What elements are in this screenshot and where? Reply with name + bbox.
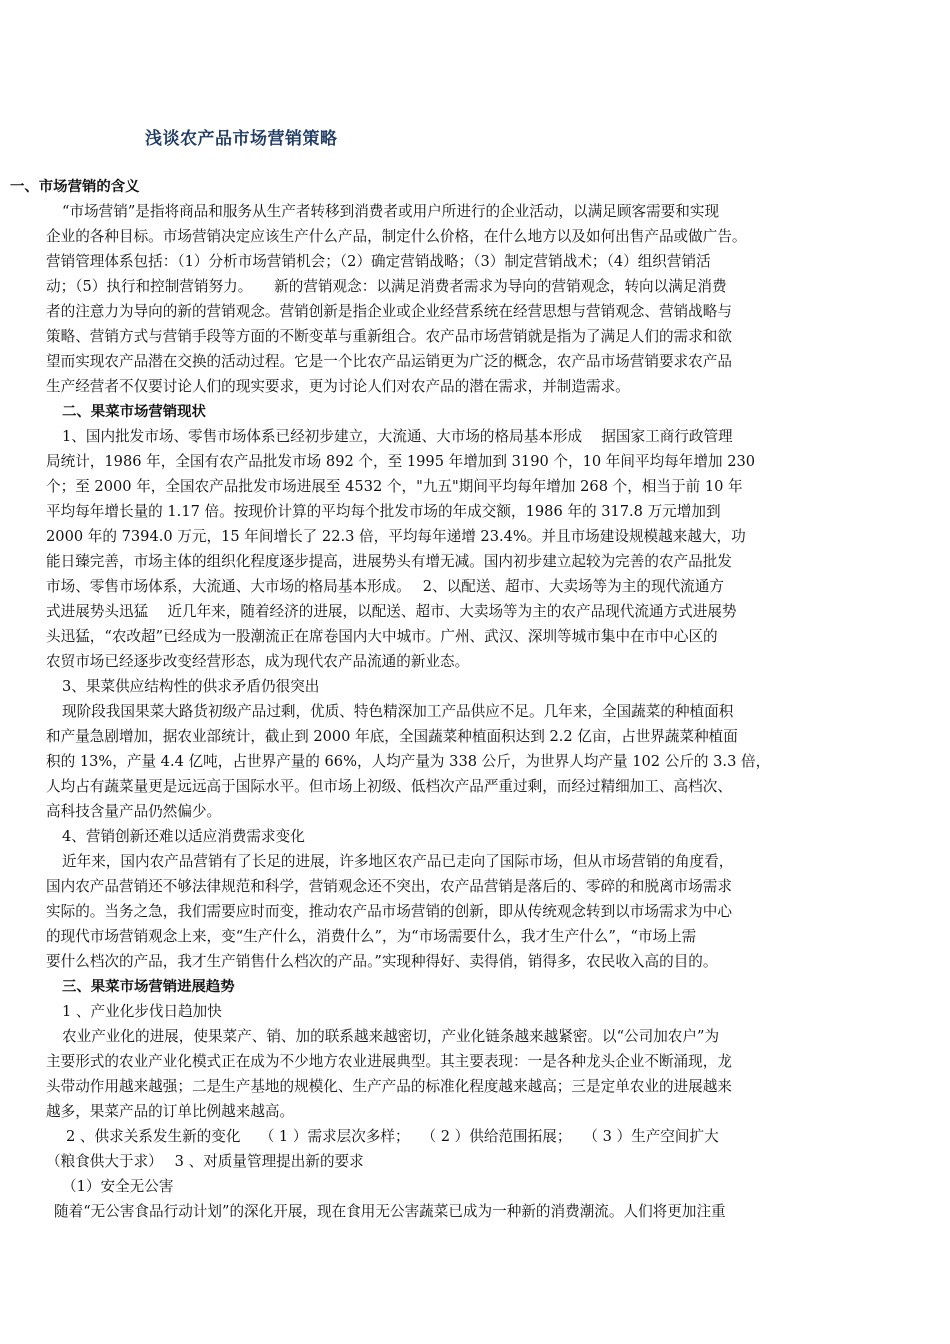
subheading-line: 1 、产业化步伐日趋加快 (62, 1003, 222, 1020)
paragraph-line: 策略、营销方式与营销手段等方面的不断变革与重新组合。农产品市场营销就是指为了满足人们的需求和欲 (46, 328, 732, 345)
paragraph-line: 2 、供求关系发生新的变化 （ 1 ）需求层次多样； （ 2 ）供给范围拓展； （ 3 ）生产空间扩大 (66, 1128, 719, 1145)
paragraph-line: 能日臻完善，市场主体的组织化程度逐步提高，进展势头有增无减。国内初步建立起较为完善的农产品批发 (46, 553, 732, 570)
page-title: 浅谈农产品市场营销策略 (145, 129, 338, 149)
paragraph-line: 和产量急剧增加，据农业部统计，截止到 2000 年底，全国蔬菜种植面积达到 2.2 亿亩，占世界蔬菜种植面 (46, 728, 738, 745)
paragraph-line: 人均占有蔬菜量更是远远高于国际水平。但市场上初级、低档次产品严重过剩，而经过精细加工、高档次、 (46, 778, 732, 795)
paragraph-line: 随着“无公害食品行动计划”的深化开展，现在食用无公害蔬菜已成为一种新的消费潮流。人们将更加注重 (54, 1203, 726, 1220)
subheading-line: （1）安全无公害 (62, 1178, 174, 1195)
paragraph-line: 企业的各种目标。市场营销决定应该生产什么产品，制定什么价格，在什么地方以及如何出售产品或做广告。 (46, 228, 747, 245)
paragraph-line: 农业产业化的进展，使果菜产、销、加的联系越来越密切，产业化链条越来越紧密。以“公司加农户”为 (62, 1028, 720, 1045)
paragraph-line: 主要形式的农业产业化模式正在成为不少地方农业进展典型。其主要表现：一是各种龙头企业不断涌现，龙 (46, 1053, 732, 1070)
paragraph-line: 头迅猛，“农改超”已经成为一股潮流正在席卷国内大中城市。广州、武汉、深圳等城市集中在市中心区的 (46, 628, 718, 645)
paragraph-line: 望而实现农产品潜在交换的活动过程。它是一个比农产品运销更为广泛的概念，农产品市场营销要求农产品 (46, 353, 732, 370)
paragraph-line: 局统计，1986 年，全国有农产品批发市场 892 个，至 1995 年增加到 3190 个，10 年间平均每年增加 230 (46, 453, 756, 470)
paragraph-line: 动；（5）执行和控制营销努力。 新的营销观念：以满足消费者需求为导向的营销观念，转向以满足消费 (46, 278, 727, 295)
paragraph-line: 要什么档次的产品，我才生产销售什么档次的产品。”实现种得好、卖得俏，销得多，农民收入高的目的。 (46, 953, 718, 970)
paragraph-line: 头带动作用越来越强；二是生产基地的规模化、生产产品的标准化程度越来越高；三是定单农业的进展越来 (46, 1078, 732, 1095)
paragraph-line: 生产经营者不仅要讨论人们的现实要求，更为讨论人们对农产品的潜在需求，并制造需求。 (46, 378, 630, 395)
subheading-line: 4、营销创新还难以适应消费需求变化 (62, 828, 305, 845)
paragraph-line: 市场、零售市场体系，大流通、大市场的格局基本形成。 2、以配送、超市、大卖场等为主的现代流通方 (46, 578, 724, 595)
paragraph-line: 的现代市场营销观念上来，变“生产什么，消费什么”，为“市场需要什么，我才生产什么”，“市场上需 (46, 928, 697, 945)
section-heading-1: 一、市场营销的含义 (10, 179, 140, 195)
paragraph-line: “市场营销”是指将商品和服务从生产者转移到消费者或用户所进行的企业活动，以满足顾客需要和实现 (62, 203, 720, 220)
section-heading-2: 二、果菜市场营销现状 (62, 404, 206, 420)
paragraph-line: 式进展势头迅猛 近几年来，随着经济的进展，以配送、超市、大卖场等为主的农产品现代流通方式进展势 (46, 603, 737, 620)
paragraph-line: 近年来，国内农产品营销有了长足的进展，许多地区农产品已走向了国际市场，但从市场营销的角度看， (62, 853, 734, 870)
paragraph-line: 1、国内批发市场、零售市场体系已经初步建立，大流通、大市场的格局基本形成 据国家工商行政管理 (62, 428, 733, 445)
paragraph-line: 2000 年的 7394.0 万元，15 年间增长了 22.3 倍，平均每年递增 23.4%。并且市场建设规模越来越大，功 (46, 528, 746, 545)
paragraph-line: 越多，果菜产品的订单比例越来越高。 (46, 1103, 295, 1120)
paragraph-line: 农贸市场已经逐步改变经营形态，成为现代农产品流通的新业态。 (46, 653, 470, 670)
paragraph-line: 积的 13%，产量 4.4 亿吨，占世界产量的 66%，人均产量为 338 公斤，为世界人均产量 102 公斤的 3.3 倍， (46, 753, 771, 770)
section-heading-3: 三、果菜市场营销进展趋势 (62, 979, 235, 995)
paragraph-line: 现阶段我国果菜大路货初级产品过剩，优质、特色精深加工产品供应不足。几年来，全国蔬菜的种植面积 (62, 703, 734, 720)
paragraph-line: 营销管理体系包括：（1）分析市场营销机会；（2）确定营销战略；（3）制定营销战术；（4）组织营销活 (46, 253, 711, 270)
paragraph-line: 实际的。当务之急，我们需要应时而变，推动农产品市场营销的创新，即从传统观念转到以市场需求为中心 (46, 903, 732, 920)
paragraph-line: 平均每年增长量的 1.17 倍。按现价计算的平均每个批发市场的年成交额，1986 年的 317.8 万元增加到 (46, 503, 721, 520)
paragraph-line: （粮食供大于求） 3 、对质量管理提出新的要求 (46, 1153, 364, 1170)
paragraph-line: 个；至 2000 年，全国农产品批发市场进展至 4532 个，"九五"期间平均每年增加 268 个，相当于前 10 年 (46, 478, 743, 495)
subheading-line: 3、果菜供应结构性的供求矛盾仍很突出 (62, 678, 320, 695)
paragraph-line: 者的注意力为导向的新的营销观念。营销创新是指企业或企业经营系统在经营思想与营销观念、营销战略与 (46, 303, 732, 320)
paragraph-line: 国内农产品营销还不够法律规范和科学，营销观念还不突出，农产品营销是落后的、零碎的和脱离市场需求 (46, 878, 732, 895)
paragraph-line: 高科技含量产品仍然偏少。 (46, 803, 222, 820)
